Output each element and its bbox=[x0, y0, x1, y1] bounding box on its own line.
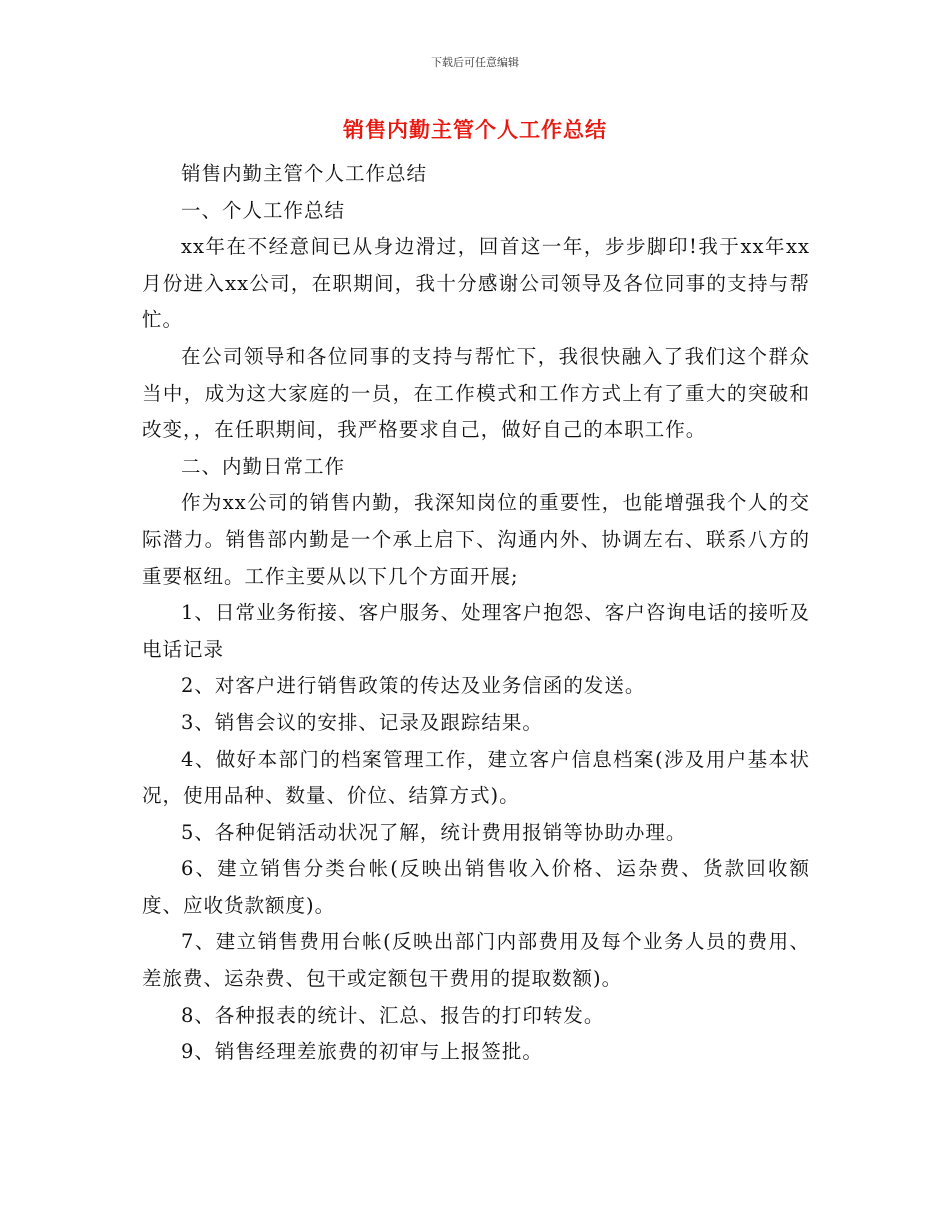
list-item: 3、销售会议的安排、记录及跟踪结果。 bbox=[181, 710, 543, 734]
body-paragraph: 作为xx公司的销售内勤，我深知岗位的重要性，也能增强我个人的交际潜力。销售部内勤是一个承上启下、沟通内外、协调左右、联系八方的重要枢纽。工作主要从以下几个方面开展; bbox=[142, 491, 810, 588]
list-item: 7、建立销售费用台帐(反映出部门内部费用及每个业务人员的费用、差旅费、运杂费、包干或定额包干费用的提取数额)。 bbox=[142, 930, 810, 991]
document-title: 销售内勤主管个人工作总结 bbox=[343, 118, 607, 142]
page-header-note: 下载后可任意编辑 bbox=[431, 56, 519, 69]
list-item: 6、建立销售分类台帐(反映出销售收入价格、运杂费、货款回收额度、应收货款额度)。 bbox=[142, 857, 810, 917]
section-heading-personal-summary: 一、个人工作总结 bbox=[181, 198, 346, 222]
list-item: 1、日常业务衔接、客户服务、处理客户抱怨、客户咨询电话的接听及电话记录 bbox=[142, 601, 810, 661]
body-paragraph: 在公司领导和各位同事的支持与帮忙下，我很快融入了我们这个群众当中，成为这大家庭的一员，在工作模式和工作方式上有了重大的突破和改变，，在任职期间，我严格要求自己，做好自己的本职工作。 bbox=[142, 344, 810, 442]
body-paragraph-subtitle: 销售内勤主管个人工作总结 bbox=[181, 162, 428, 185]
list-item: 4、做好本部门的档案管理工作，建立客户信息档案(涉及用户基本状况，使用品种、数量、价位、结算方式)。 bbox=[142, 747, 810, 808]
document-body bbox=[142, 156, 810, 1071]
list-item: 8、各种报表的统计、汇总、报告的打印转发。 bbox=[181, 1003, 605, 1027]
list-item: 2、对客户进行销售政策的传达及业务信函的发送。 bbox=[181, 674, 646, 698]
list-item: 5、各种促销活动状况了解，统计费用报销等协助办理。 bbox=[181, 820, 687, 844]
section-heading-daily-work: 二、内勤日常工作 bbox=[181, 454, 346, 478]
body-paragraph: xx年在不经意间已从身边滑过，回首这一年，步步脚印!我于xx年xx月份进入xx公司，在职期间，我十分感谢公司领导及各位同事的支持与帮忙。 bbox=[142, 235, 810, 332]
list-item: 9、销售经理差旅费的初审与上报签批。 bbox=[181, 1040, 543, 1064]
